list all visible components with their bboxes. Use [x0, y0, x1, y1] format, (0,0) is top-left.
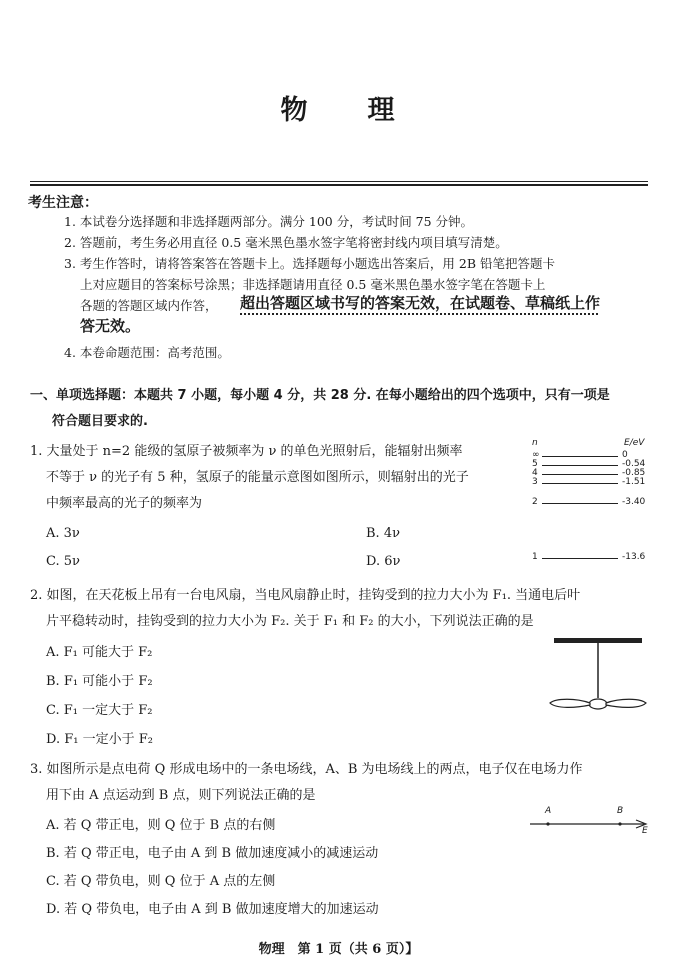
- divider: [30, 181, 648, 182]
- fan-blade: [606, 699, 646, 707]
- question-text: 2. 如图，在天花板上吊有一台电风扇，当电风扇静止时，挂钩受到的拉力大小为 F₁. 当通电后叶: [30, 588, 581, 603]
- notice-item: 1. 本试卷分选择题和非选择题两部分。满分 100 分，考试时间 75 分钟。: [64, 214, 474, 229]
- question-text: 片平稳转动时，挂钩受到的拉力大小为 F₂. 关于 F₁ 和 F₂ 的大小，下列说法正确的是: [46, 614, 534, 629]
- energy-level-line: [542, 558, 618, 559]
- divider: [30, 184, 648, 186]
- option: B. 4ν: [366, 526, 400, 541]
- option: B. F₁ 可能小于 F₂: [46, 674, 153, 689]
- level-energy: 0: [622, 450, 628, 460]
- option: D. F₁ 一定小于 F₂: [46, 732, 153, 747]
- notice-heading: 考生注意：: [28, 195, 98, 211]
- question-text: 3. 如图所示是点电荷 Q 形成电场中的一条电场线，A、B 为电场线上的两点，电子仅在电场力作: [30, 762, 583, 777]
- level-energy: -13.6: [622, 552, 646, 562]
- option: A. F₁ 可能大于 F₂: [46, 645, 153, 660]
- point-a: [546, 822, 549, 825]
- notice-item: 各题的答题区域内作答，: [80, 298, 218, 313]
- level-energy: -1.51: [622, 477, 646, 487]
- notice-item: 2. 答题前，考生务必用直径 0.5 毫米黑色墨水签字笔将密封线内项目填写清楚。: [64, 235, 508, 250]
- energy-level-line: [542, 483, 618, 484]
- level-n: 5: [532, 459, 538, 469]
- option: D. 若 Q 带负电，电子由 A 到 B 做加速度增大的加速运动: [46, 902, 379, 917]
- level-n: 1: [532, 552, 538, 562]
- energy-label: E/eV: [624, 438, 645, 448]
- notice-emphasis: 超出答题区域书写的答案无效，在试题卷、草稿纸上作: [240, 294, 601, 312]
- option: D. 6ν: [366, 554, 401, 569]
- section-heading: 一、单项选择题：本题共 7 小题，每小题 4 分，共 28 分. 在每小题给出的四个选项中，只有一项是: [30, 388, 610, 403]
- ceiling: [554, 638, 642, 643]
- option: B. 若 Q 带正电，电子由 A 到 B 做加速度减小的减速运动: [46, 846, 379, 861]
- option: C. F₁ 一定大于 F₂: [46, 703, 153, 718]
- level-energy: -0.54: [622, 459, 646, 469]
- energy-level-line: [542, 474, 618, 475]
- option: A. 若 Q 带正电，则 Q 位于 B 点的右侧: [46, 818, 276, 833]
- notice-item: 4. 本卷命题范围：高考范围。: [64, 345, 230, 360]
- option: C. 若 Q 带负电，则 Q 位于 A 点的左侧: [46, 874, 276, 889]
- label-b: B: [617, 806, 624, 816]
- notice-emphasis: 答无效。: [80, 317, 141, 335]
- label-e: E: [642, 826, 648, 836]
- notice-item: 上对应题目的答案标号涂黑；非选择题请用直径 0.5 毫米黑色墨水签字笔在答题卡上: [80, 277, 546, 292]
- fan-motor: [589, 699, 607, 709]
- label-a: A: [545, 806, 552, 816]
- question-text: 用下由 A 点运动到 B 点，则下列说法正确的是: [46, 788, 316, 803]
- energy-level-line: [542, 456, 618, 457]
- ceiling-fan-diagram: [546, 634, 654, 720]
- option: C. 5ν: [46, 554, 80, 569]
- energy-level-line: [542, 465, 618, 466]
- question-text: 中频率最高的光子的频率为: [46, 496, 203, 511]
- option: A. 3ν: [46, 526, 80, 541]
- section-heading: 符合题目要求的.: [52, 414, 148, 429]
- question-text: 不等于 ν 的光子有 5 种，氢原子的能量示意图如图所示，则辐射出的光子: [46, 470, 469, 485]
- fan-blade: [550, 699, 590, 707]
- page-title: 物 理: [280, 95, 397, 126]
- energy-level-line: [542, 503, 618, 504]
- level-n: 3: [532, 477, 538, 487]
- n-label: n: [532, 438, 538, 448]
- level-n: ∞: [532, 450, 540, 460]
- point-b: [618, 822, 621, 825]
- level-n: 2: [532, 497, 538, 507]
- notice-item: 3. 考生作答时，请将答案答在答题卡上。选择题每小题选出答案后，用 2B 铅笔把答题卡: [64, 256, 555, 271]
- level-energy: -0.85: [622, 468, 646, 478]
- level-n: 4: [532, 468, 538, 478]
- page-footer: 物理 第 1 页（共 6 页）】: [258, 942, 419, 957]
- level-energy: -3.40: [622, 497, 646, 507]
- question-text: 1. 大量处于 n=2 能级的氢原子被频率为 ν 的单色光照射后，能辐射出频率: [30, 444, 463, 459]
